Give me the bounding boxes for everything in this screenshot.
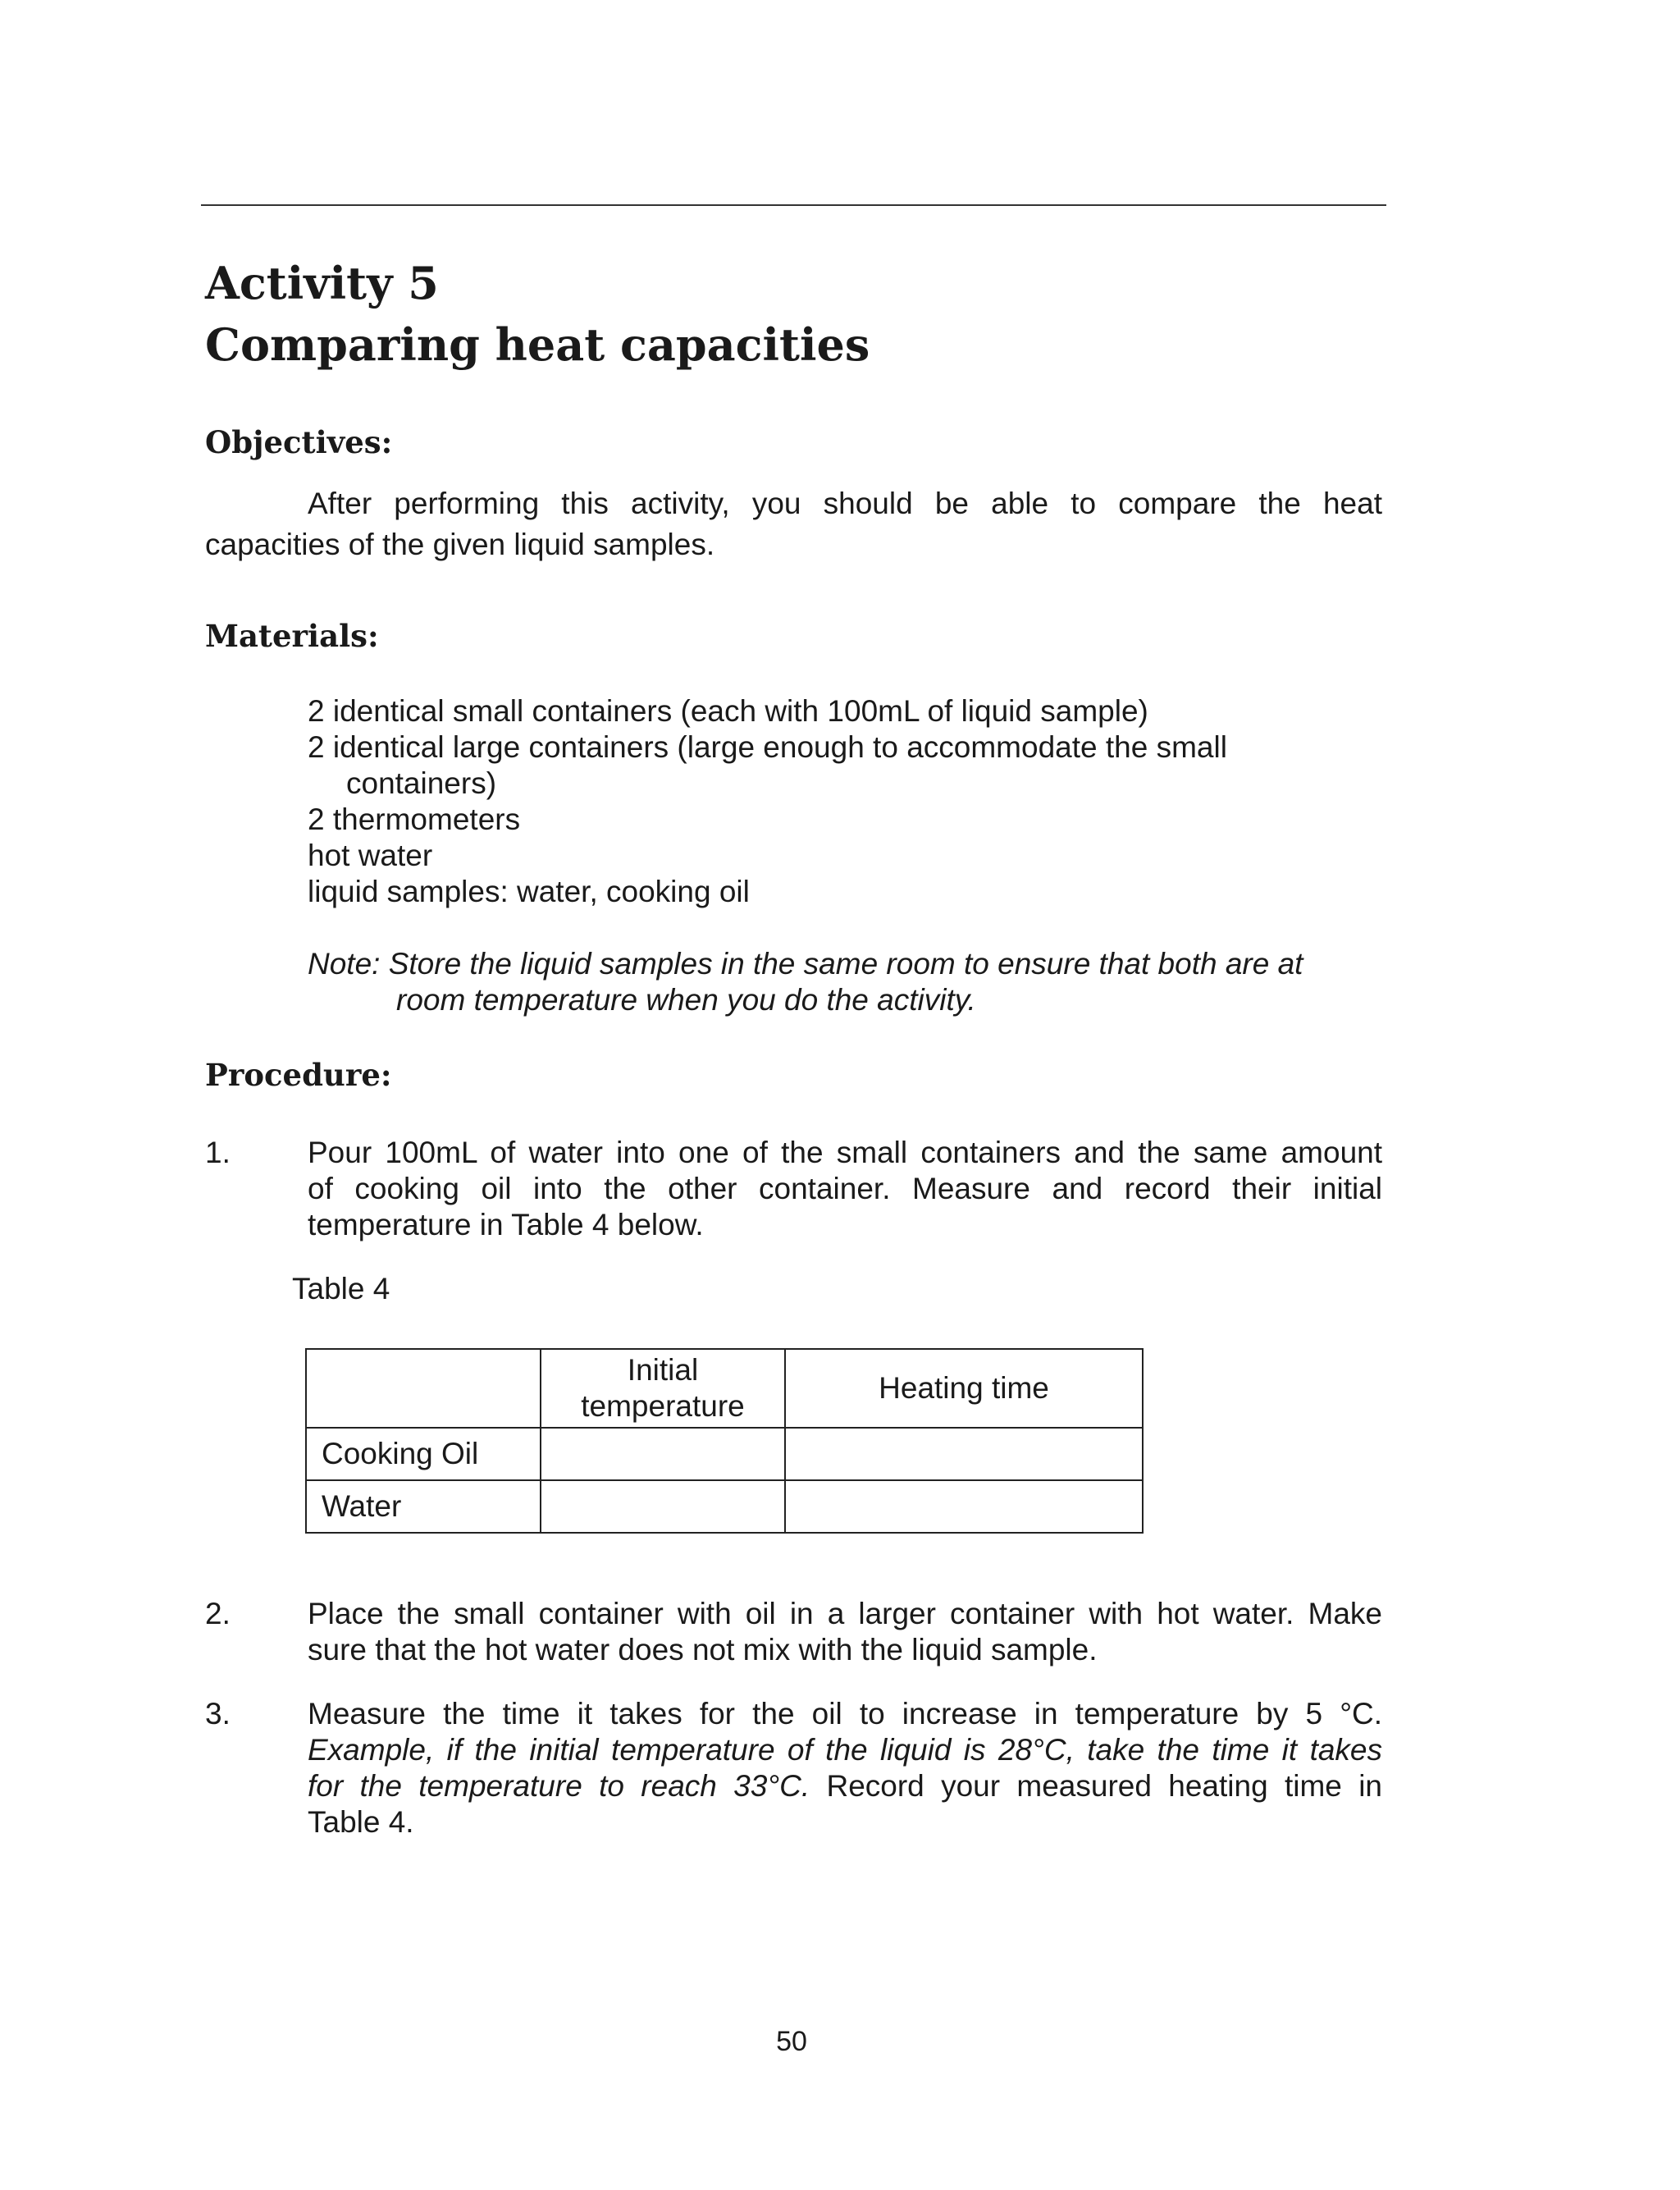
- header-initial-line1: Initial: [627, 1353, 699, 1387]
- table-header-row: [306, 1349, 1143, 1428]
- procedure-step-2: [308, 1596, 1382, 1668]
- header-initial-line2: temperature: [581, 1389, 745, 1423]
- table-4: [305, 1348, 1144, 1534]
- step-1-line: temperature in Table 4 below.: [308, 1208, 704, 1241]
- page-number: 50: [776, 2026, 807, 2057]
- objectives-text-line2: capacities of the given liquid samples.: [205, 528, 715, 561]
- cell-heating-time[interactable]: [785, 1428, 1143, 1480]
- step-3-line-example: Example, if the initial temperature of the liquid is 28°C, take the time it takes: [308, 1733, 1382, 1767]
- materials-item: liquid samples: water, cooking oil: [308, 875, 750, 908]
- step-number: 3.: [205, 1697, 231, 1731]
- materials-item: 2 thermometers: [308, 802, 521, 836]
- step-number: 2.: [205, 1597, 231, 1630]
- step-2-line: sure that the hot water does not mix with the liquid sample.: [308, 1633, 1098, 1667]
- step-number: 1.: [205, 1136, 231, 1169]
- top-rule: [201, 204, 1386, 206]
- step-1-line: of cooking oil into the other container. Measure and record their initial: [308, 1172, 1382, 1205]
- materials-note-line1: Note: Store the liquid samples in the same room to ensure that both are at: [308, 947, 1303, 981]
- materials-item: hot water: [308, 839, 433, 872]
- row-label-cooking-oil: Cooking Oil: [306, 1428, 541, 1480]
- step-2-line: Place the small container with oil in a larger container with hot water. Make: [308, 1597, 1382, 1630]
- step-3-line: Measure the time it takes for the oil to increase in temperature by 5 °C.: [308, 1697, 1382, 1731]
- step-3-line: [308, 1768, 1382, 1804]
- materials-note-line2: room temperature when you do the activity.: [396, 983, 976, 1017]
- step-3-record-text: Record your measured heating time in: [826, 1769, 1383, 1803]
- table-caption: Table 4: [292, 1272, 390, 1305]
- procedure-step-1: [308, 1135, 1382, 1243]
- row-label-water: Water: [306, 1480, 541, 1533]
- cell-initial-temperature[interactable]: [541, 1480, 785, 1533]
- step-1-line: Pour 100mL of water into one of the small containers and the same amount: [308, 1136, 1382, 1169]
- materials-item-continuation: containers): [346, 766, 497, 800]
- step-3-example-end: for the temperature to reach 33°C.: [308, 1769, 810, 1803]
- cell-initial-temperature[interactable]: [541, 1428, 785, 1480]
- materials-item: 2 identical large containers (large enough to accommodate the small: [308, 730, 1227, 764]
- cell-heating-time[interactable]: [785, 1480, 1143, 1533]
- table-header-blank: [306, 1349, 541, 1428]
- table-header-initial-temperature: [541, 1349, 785, 1428]
- procedure-heading: Procedure:: [205, 1057, 392, 1093]
- step-3-line: Table 4.: [308, 1805, 414, 1839]
- table-row: [306, 1480, 1143, 1533]
- procedure-step-3: [308, 1696, 1382, 1840]
- activity-title: Comparing heat capacities: [205, 318, 870, 371]
- materials-item: 2 identical small containers (each with 100mL of liquid sample): [308, 694, 1148, 728]
- table-header-heating-time: Heating time: [785, 1349, 1143, 1428]
- objectives-heading: Objectives:: [205, 424, 393, 460]
- objectives-text-line1: After performing this activity, you should be able to compare the heat: [308, 487, 1382, 520]
- activity-number: Activity 5: [205, 257, 439, 309]
- table-row: [306, 1428, 1143, 1480]
- materials-heading: Materials:: [205, 618, 379, 654]
